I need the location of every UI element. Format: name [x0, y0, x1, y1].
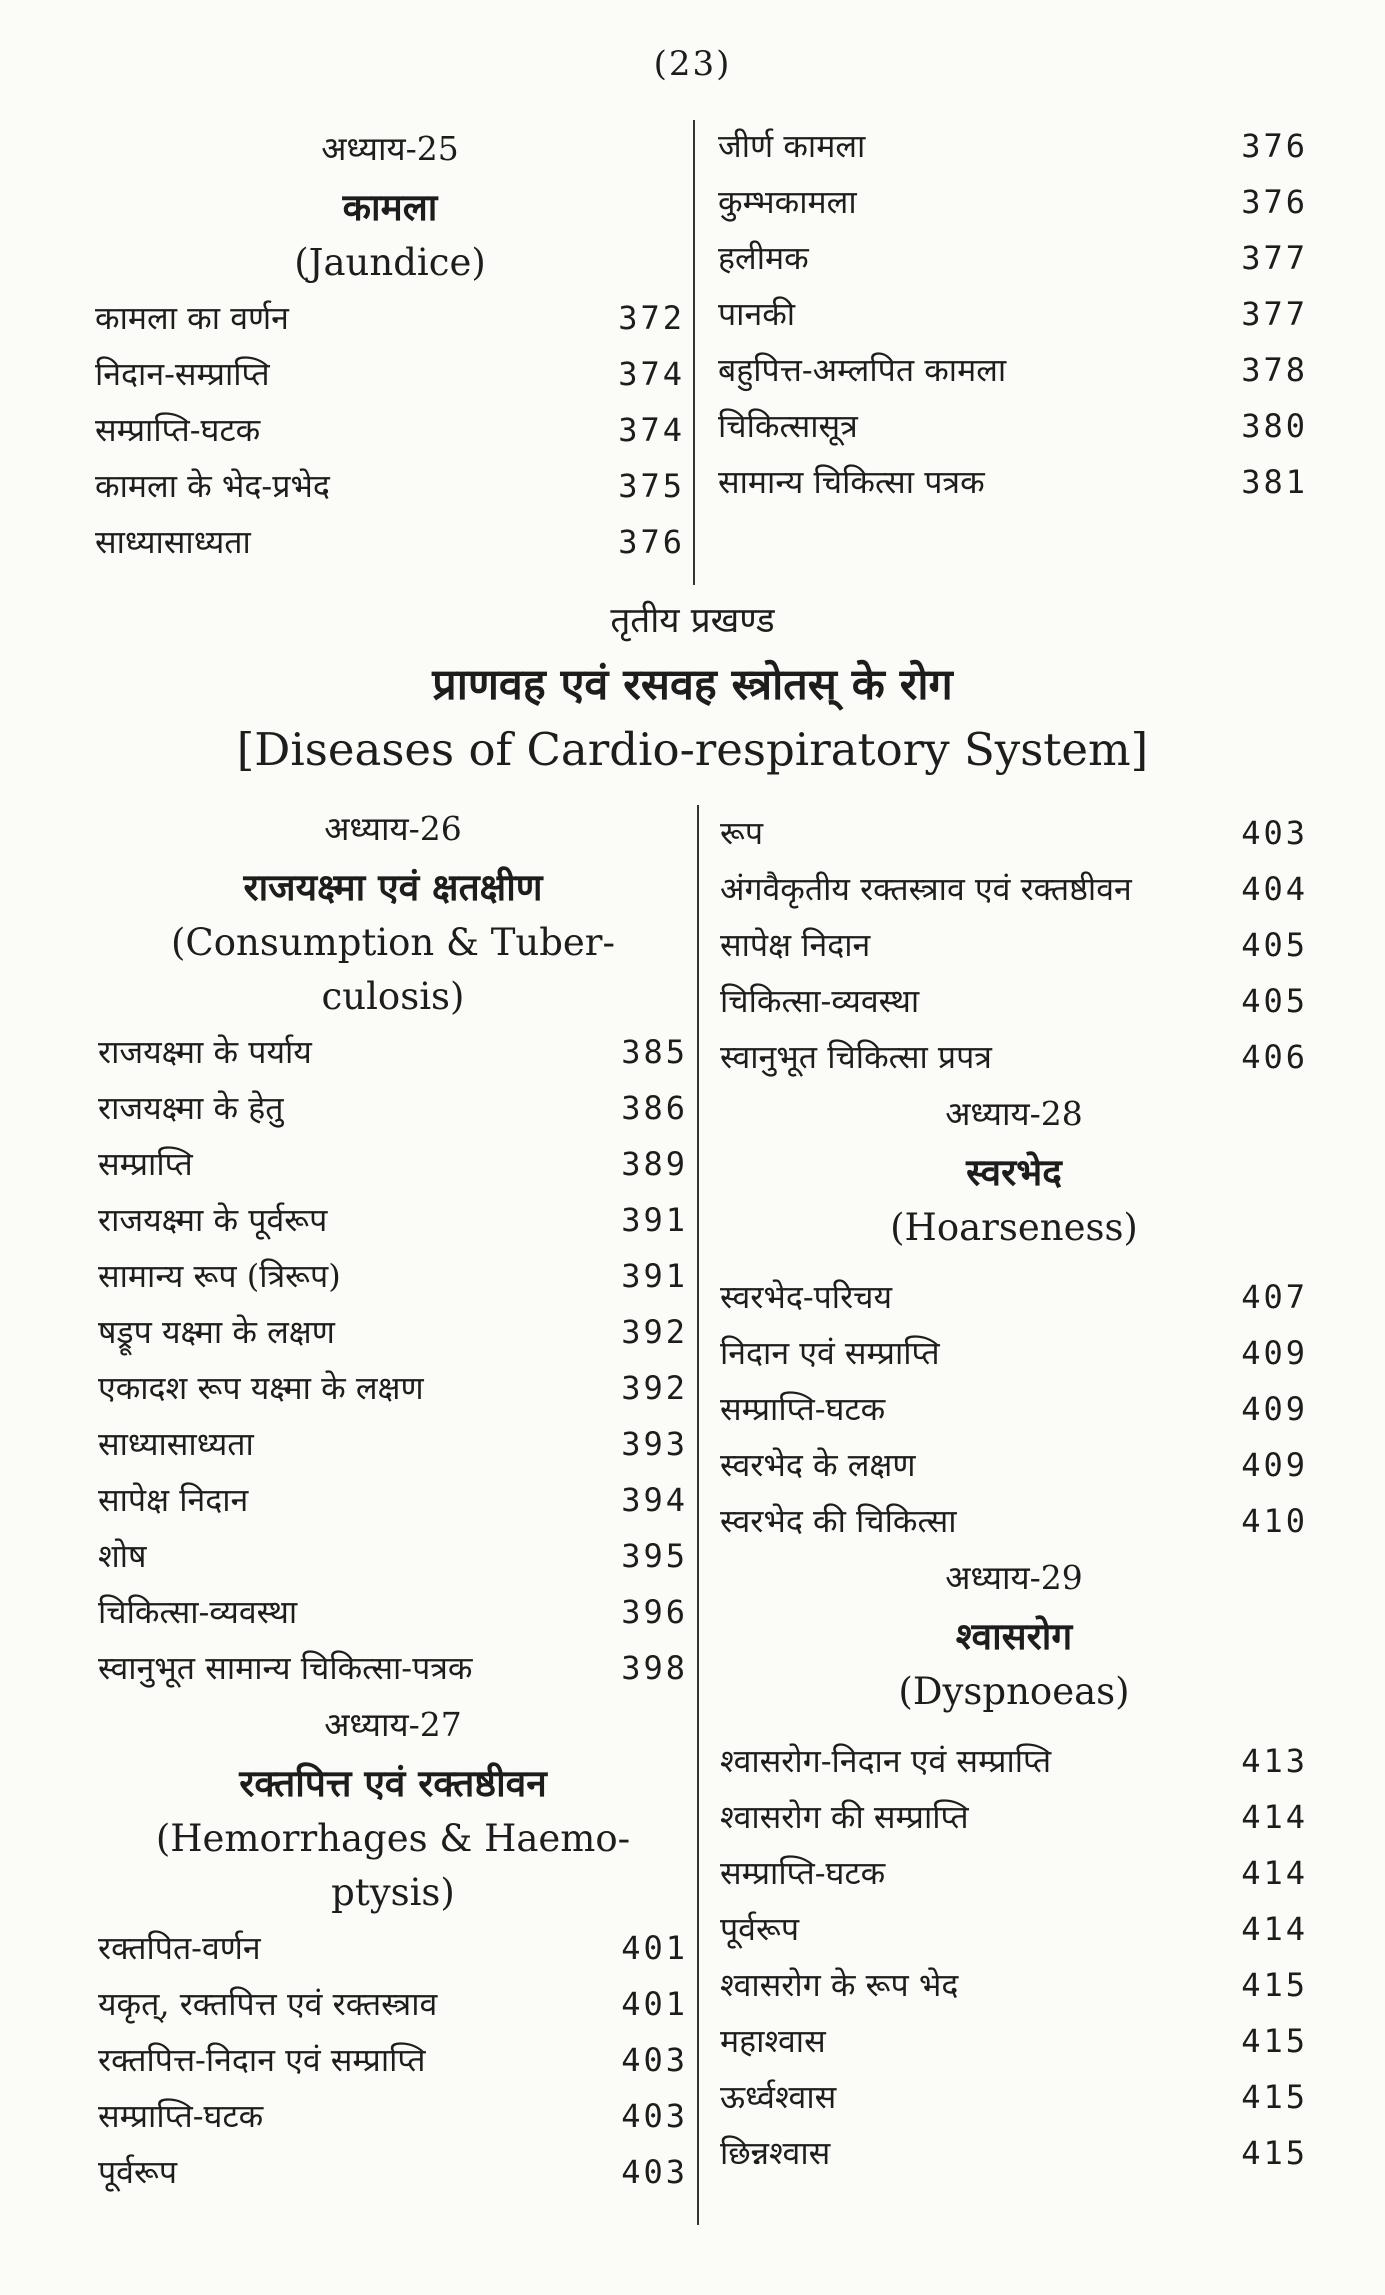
- toc-entry-text: स्वरभेद-परिचय: [720, 1278, 893, 1316]
- toc-entry[interactable]: [98, 1416, 688, 1472]
- toc-entry-page: 414: [1241, 1854, 1308, 1892]
- toc-entry[interactable]: [720, 1437, 1308, 1493]
- toc-entry-page: 396: [621, 1593, 688, 1631]
- toc-entry-page: 415: [1241, 2022, 1308, 2060]
- toc-entry-page: 409: [1241, 1390, 1308, 1428]
- toc-entry[interactable]: [720, 2013, 1308, 2069]
- toc-entry-text: राजयक्ष्मा के पूर्वरूप: [98, 1201, 328, 1239]
- toc-entry-text: महाश्वास: [720, 2022, 826, 2060]
- toc-entry-page: 409: [1241, 1334, 1308, 1372]
- toc-entry-text: सामान्य रूप (त्रिरूप): [98, 1257, 341, 1295]
- toc-entry[interactable]: [98, 1920, 688, 1976]
- chapter-english-title: culosis): [321, 975, 465, 1018]
- toc-entry[interactable]: [718, 342, 1308, 398]
- toc-entry-page: 391: [621, 1257, 688, 1295]
- toc-entry-page: 394: [621, 1481, 688, 1519]
- toc-entry-text: षड्रूप यक्ष्मा के लक्षण: [98, 1313, 335, 1351]
- toc-entry[interactable]: [718, 230, 1308, 286]
- toc-entry-page: 415: [1241, 2134, 1308, 2172]
- toc-entry-page: 392: [621, 1313, 688, 1351]
- toc-entry[interactable]: [720, 1901, 1308, 1957]
- toc-entry-text: छिन्नश्वास: [720, 2134, 831, 2172]
- toc-entry-text: कामला का वर्णन: [95, 299, 289, 337]
- toc-entry-page: 401: [621, 1929, 688, 1967]
- toc-entry-text: जीर्ण कामला: [718, 127, 866, 165]
- chapter-title: राजयक्ष्मा एवं क्षतक्षीण: [243, 865, 543, 909]
- toc-entry-page: 380: [1241, 407, 1308, 445]
- toc-entry[interactable]: [718, 174, 1308, 230]
- toc-entry-page: 415: [1241, 1966, 1308, 2004]
- toc-entry-page: 403: [621, 2097, 688, 2135]
- toc-entry[interactable]: [720, 973, 1308, 1029]
- part-label: तृतीय प्रखण्ड: [610, 601, 775, 641]
- toc-entry[interactable]: [98, 2088, 688, 2144]
- toc-entry-text: सापेक्ष निदान: [720, 926, 871, 964]
- toc-entry[interactable]: [720, 1845, 1308, 1901]
- toc-entry[interactable]: [720, 2069, 1308, 2125]
- column-divider: [697, 805, 699, 2225]
- toc-entry-page: 376: [1241, 183, 1308, 221]
- toc-entry-page: 413: [1241, 1742, 1308, 1780]
- toc-entry[interactable]: [720, 1269, 1308, 1325]
- toc-entry[interactable]: [98, 1192, 688, 1248]
- toc-entry[interactable]: [720, 1381, 1308, 1437]
- toc-entry-text: हलीमक: [718, 239, 809, 277]
- toc-entry-page: 414: [1241, 1910, 1308, 1948]
- toc-entry-page: 405: [1241, 926, 1308, 964]
- toc-entry-page: 372: [618, 299, 685, 337]
- toc-entry[interactable]: [95, 290, 685, 346]
- toc-entry-text: सम्प्राप्ति: [98, 1145, 193, 1183]
- toc-entry-text: श्वासरोग की सम्प्राप्ति: [720, 1798, 969, 1836]
- toc-entry[interactable]: [720, 1493, 1308, 1549]
- toc-entry-text: सम्प्राप्ति-घटक: [720, 1390, 886, 1428]
- toc-entry-text: शोष: [98, 1537, 147, 1575]
- toc-entry-text: श्वासरोग-निदान एवं सम्प्राप्ति: [720, 1742, 1052, 1780]
- toc-entry-page: 406: [1241, 1038, 1308, 1076]
- chapter-title: रक्तपित्त एवं रक्तष्ठीवन: [239, 1761, 547, 1805]
- toc-entry-text: अंगवैकृतीय रक्तस्त्राव एवं रक्तष्ठीवन: [720, 870, 1132, 908]
- toc-entry[interactable]: [98, 1304, 688, 1360]
- toc-entry-page: 414: [1241, 1798, 1308, 1836]
- toc-entry-text: सामान्य चिकित्सा पत्रक: [718, 463, 985, 501]
- toc-entry-page: 403: [1241, 814, 1308, 852]
- toc-entry-text: सम्प्राप्ति-घटक: [720, 1854, 886, 1892]
- toc-entry[interactable]: [98, 1136, 688, 1192]
- toc-entry-text: सम्प्राप्ति-घटक: [95, 411, 261, 449]
- toc-entry[interactable]: [720, 1733, 1308, 1789]
- toc-entry-text: यकृत्, रक्तपित्त एवं रक्तस्त्राव: [98, 1985, 438, 2023]
- toc-entry[interactable]: [95, 402, 685, 458]
- toc-entry-text: एकादश रूप यक्ष्मा के लक्षण: [98, 1369, 424, 1407]
- toc-entry[interactable]: [98, 1976, 688, 2032]
- toc-entry-text: राजयक्ष्मा के पर्याय: [98, 1033, 312, 1071]
- toc-entry[interactable]: [98, 2144, 688, 2200]
- toc-entry[interactable]: [95, 514, 685, 570]
- toc-entry-page: 405: [1241, 982, 1308, 1020]
- chapter-english-title: (Hemorrhages & Haemo-: [155, 1817, 631, 1860]
- toc-entry-text: चिकित्सासूत्र: [718, 407, 858, 445]
- toc-list: [720, 1269, 1308, 1549]
- right-column: [720, 805, 1308, 2181]
- chapter-title: स्वरभेद: [966, 1150, 1062, 1194]
- toc-entry-text: चिकित्सा-व्यवस्था: [98, 1593, 298, 1631]
- toc-entry-page: 395: [621, 1537, 688, 1575]
- toc-list: [720, 1733, 1308, 2181]
- toc-entry-text: पानकी: [718, 295, 796, 333]
- toc-entry-text: साध्यासाध्यता: [98, 1425, 254, 1463]
- toc-entry-page: 378: [1241, 351, 1308, 389]
- toc-list: [98, 1920, 688, 2200]
- chapter-title: कामला: [342, 185, 438, 229]
- toc-entry[interactable]: [718, 398, 1308, 454]
- toc-entry[interactable]: [720, 917, 1308, 973]
- toc-entry[interactable]: [98, 1640, 688, 1696]
- toc-entry-page: 389: [621, 1145, 688, 1183]
- toc-entry-page: 403: [621, 2041, 688, 2079]
- toc-entry-text: कामला के भेद-प्रभेद: [95, 467, 330, 505]
- toc-entry-text: सापेक्ष निदान: [98, 1481, 249, 1519]
- toc-entry-page: 404: [1241, 870, 1308, 908]
- toc-list: [98, 1024, 688, 1696]
- chapter-label: अध्याय-25: [321, 129, 459, 168]
- toc-entry-text: स्वरभेद की चिकित्सा: [720, 1502, 957, 1540]
- toc-list: [720, 805, 1308, 1085]
- toc-entry-page: 385: [621, 1033, 688, 1071]
- toc-entry[interactable]: [95, 346, 685, 402]
- chapter-label: अध्याय-29: [945, 1558, 1083, 1597]
- toc-entry-page: 410: [1241, 1502, 1308, 1540]
- toc-entry-text: रूप: [720, 814, 764, 852]
- toc-entry[interactable]: [98, 1024, 688, 1080]
- toc-entry[interactable]: [720, 1789, 1308, 1845]
- toc-entry-text: बहुपित्त-अम्लपित कामला: [718, 351, 1007, 389]
- toc-entry-text: श्वासरोग के रूप भेद: [720, 1966, 959, 2004]
- column-divider: [693, 120, 695, 585]
- toc-entry-page: 386: [621, 1089, 688, 1127]
- toc-entry-page: 407: [1241, 1278, 1308, 1316]
- left-column: [98, 800, 688, 2200]
- toc-entry-text: रक्तपित्त-निदान एवं सम्प्राप्ति: [98, 2041, 426, 2079]
- chapter-english-title: ptysis): [331, 1871, 455, 1914]
- toc-entry[interactable]: [98, 1248, 688, 1304]
- toc-entry-text: स्वानुभूत सामान्य चिकित्सा-पत्रक: [98, 1649, 473, 1687]
- toc-entry-text: रक्तपित-वर्णन: [98, 1929, 261, 1967]
- toc-entry[interactable]: [98, 1584, 688, 1640]
- toc-entry-page: 375: [618, 467, 685, 505]
- chapter25-right-column: [718, 118, 1308, 510]
- toc-entry[interactable]: [720, 2125, 1308, 2181]
- toc-entry-text: स्वरभेद के लक्षण: [720, 1446, 916, 1484]
- toc-entry[interactable]: [98, 1080, 688, 1136]
- toc-entry-text: सम्प्राप्ति-घटक: [98, 2097, 264, 2135]
- chapter-title: श्वासरोग: [955, 1614, 1073, 1658]
- toc-entry-page: 381: [1241, 463, 1308, 501]
- page-number: (23): [653, 44, 732, 84]
- toc-entry-page: 377: [1241, 239, 1308, 277]
- chapter-english-title: (Consumption & Tuber-: [171, 921, 615, 964]
- toc-entry-text: पूर्वरूप: [720, 1910, 800, 1948]
- chapter-label: अध्याय-26: [324, 809, 462, 848]
- toc-entry-page: 403: [621, 2153, 688, 2191]
- toc-entry[interactable]: [98, 1472, 688, 1528]
- chapter-english-title: (Jaundice): [294, 241, 486, 284]
- toc-entry-text: स्वानुभूत चिकित्सा प्रपत्र: [720, 1038, 992, 1076]
- toc-entry-page: 376: [618, 523, 685, 561]
- toc-entry[interactable]: [720, 1029, 1308, 1085]
- toc-entry-text: साध्यासाध्यता: [95, 523, 251, 561]
- toc-entry[interactable]: [718, 118, 1308, 174]
- part-english-title: [Diseases of Cardio-respiratory System]: [236, 723, 1149, 776]
- chapter-english-title: (Hoarseness): [890, 1206, 1138, 1249]
- toc-entry-text: कुम्भकामला: [718, 183, 857, 221]
- part-title: प्राणवह एवं रसवह स्त्रोतस् के रोग: [432, 660, 953, 710]
- chapter-english-title: (Dyspnoeas): [898, 1670, 1130, 1713]
- part-heading: [0, 590, 1385, 782]
- toc-entry-page: 376: [1241, 127, 1308, 165]
- toc-entry[interactable]: [720, 861, 1308, 917]
- toc-entry-text: पूर्वरूप: [98, 2153, 178, 2191]
- toc-entry-text: ऊर्ध्वश्वास: [720, 2078, 837, 2116]
- toc-entry[interactable]: [720, 805, 1308, 861]
- toc-entry[interactable]: [720, 1957, 1308, 2013]
- toc-entry-page: 393: [621, 1425, 688, 1463]
- toc-entry-page: 392: [621, 1369, 688, 1407]
- toc-entry-text: राजयक्ष्मा के हेतु: [98, 1089, 284, 1127]
- toc-entry-page: 377: [1241, 295, 1308, 333]
- toc-entry-page: 415: [1241, 2078, 1308, 2116]
- toc-entry-text: निदान एवं सम्प्राप्ति: [720, 1334, 940, 1372]
- toc-entry-page: 401: [621, 1985, 688, 2023]
- toc-entry[interactable]: [718, 286, 1308, 342]
- toc-list: [95, 290, 685, 570]
- chapter-label: अध्याय-28: [945, 1094, 1083, 1133]
- toc-entry-page: 398: [621, 1649, 688, 1687]
- toc-entry-page: 391: [621, 1201, 688, 1239]
- toc-entry[interactable]: [95, 458, 685, 514]
- toc-entry-text: निदान-सम्प्राप्ति: [95, 355, 270, 393]
- toc-entry-text: चिकित्सा-व्यवस्था: [720, 982, 920, 1020]
- toc-entry[interactable]: [98, 2032, 688, 2088]
- toc-entry[interactable]: [718, 454, 1308, 510]
- chapter25-left-column: [95, 120, 685, 570]
- toc-entry-page: 374: [618, 355, 685, 393]
- toc-entry-page: 409: [1241, 1446, 1308, 1484]
- toc-entry[interactable]: [720, 1325, 1308, 1381]
- toc-entry[interactable]: [98, 1528, 688, 1584]
- toc-entry-page: 374: [618, 411, 685, 449]
- chapter-label: अध्याय-27: [324, 1705, 462, 1744]
- toc-entry[interactable]: [98, 1360, 688, 1416]
